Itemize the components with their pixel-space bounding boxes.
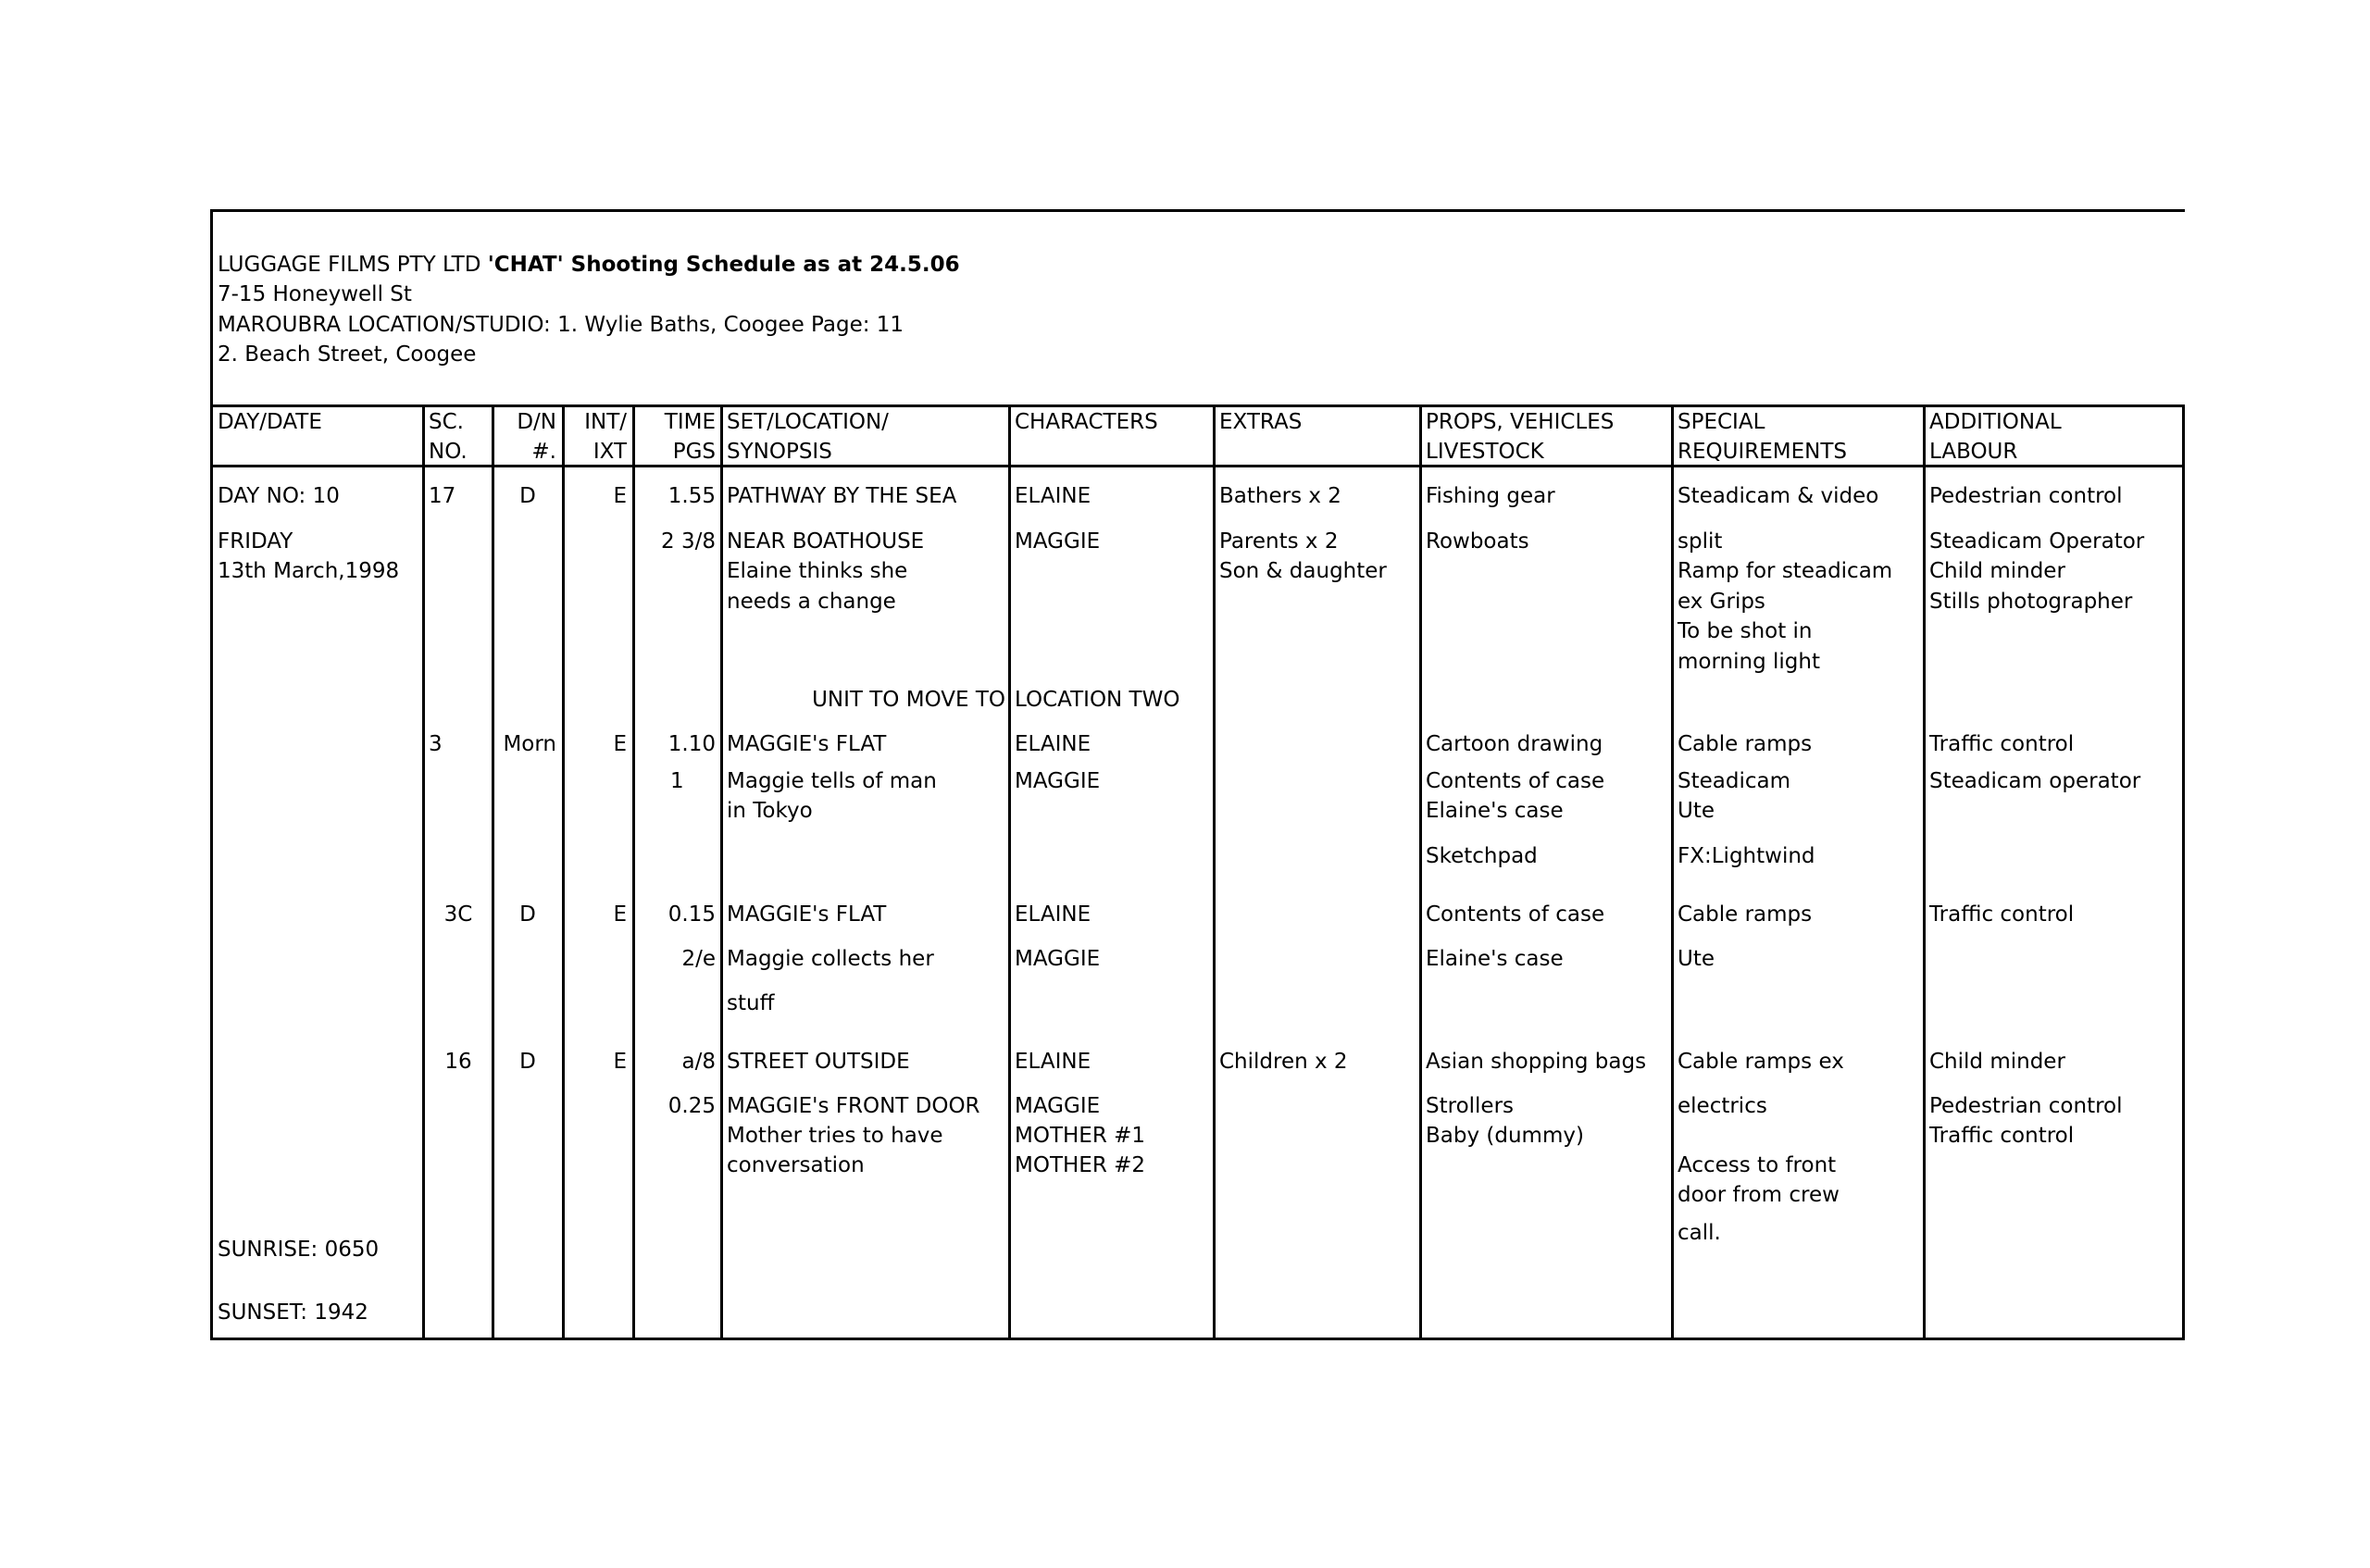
col-daydate: DAY/DATE [218,410,322,434]
special-req: split [1678,529,1723,554]
scene-number: 3C [443,902,473,927]
int-ext: E [613,732,627,756]
set-location: STREET OUTSIDE [727,1050,910,1074]
col-labour-1: ADDITIONAL [1929,410,2062,434]
unit-move-right: LOCATION TWO [1015,688,1180,712]
labour: Traffic control [1929,902,2075,927]
set-location: MAGGIE's FLAT [727,732,887,756]
int-ext: E [613,484,627,508]
col-sep [562,404,565,1340]
synopsis: Mother tries to have [727,1124,943,1148]
special-req: Cable ramps [1678,902,1813,927]
prop: Baby (dummy) [1426,1124,1584,1148]
scene-number: 17 [429,484,456,508]
special-req: call. [1678,1221,1721,1245]
schedule-title: 'CHAT' Shooting Schedule as at 24.5.06 [487,253,960,277]
special-req: FX:Lightwind [1678,844,1815,868]
col-dn-2: #. [531,440,556,464]
extras: Parents x 2 [1219,529,1339,554]
col-sep [1419,404,1422,1340]
company-name: LUGGAGE FILMS PTY LTD [218,253,481,277]
scene-pages: 2 3/8 [661,529,716,554]
unit-move-left: UNIT TO MOVE TO [812,688,1005,712]
labour: Stills photographer [1929,590,2133,614]
prop: Rowboats [1426,529,1529,554]
labour: Steadicam Operator [1929,529,2145,554]
character: ELAINE [1015,484,1091,508]
day-night: D [519,484,536,508]
scene-time: 0.15 [667,902,716,927]
col-characters: CHARACTERS [1015,410,1158,434]
prop: Contents of case [1426,902,1605,927]
col-sc-2: NO. [429,440,468,464]
right-border [2182,404,2185,1340]
sunrise: SUNRISE: 0650 [218,1238,380,1262]
character: ELAINE [1015,902,1091,927]
extras: Son & daughter [1219,559,1387,583]
bottom-rule [210,1338,2185,1340]
shooting-schedule [210,209,2185,1340]
col-set-1: SET/LOCATION/ [727,410,889,434]
prop: Fishing gear [1426,484,1555,508]
character: ELAINE [1015,1050,1091,1074]
weekday: FRIDAY [218,529,293,554]
scene-time: 1.55 [667,484,716,508]
labour: Traffic control [1929,732,2075,756]
synopsis: Maggie tells of man [727,769,937,793]
location-two: 2. Beach Street, Coogee [218,342,477,367]
special-req: Steadicam & video [1678,484,1879,508]
special-req: electrics [1678,1094,1767,1118]
synopsis: conversation [727,1153,865,1177]
prop: Sketchpad [1426,844,1538,868]
scene-number: 16 [444,1050,472,1074]
col-sep [1008,404,1011,1340]
sunset: SUNSET: 1942 [218,1300,368,1325]
set-location: PATHWAY BY THE SEA [727,484,957,508]
special-req: Ramp for steadicam [1678,559,1893,583]
special-req: Cable ramps [1678,732,1813,756]
scene-time: a/8 [681,1050,716,1074]
character: MAGGIE [1015,769,1101,793]
character: MAGGIE [1015,1094,1101,1118]
col-sc-1: SC. [429,410,464,434]
special-req: Ute [1678,947,1715,971]
col-special-2: REQUIREMENTS [1678,440,1847,464]
col-set-2: SYNOPSIS [727,440,832,464]
synopsis: stuff [727,991,775,1015]
location-line: MAROUBRA LOCATION/STUDIO: 1. Wylie Baths, Coogee Page: 11 [218,313,904,337]
col-sep [1213,404,1216,1340]
prop: Asian shopping bags [1426,1050,1647,1074]
labour: Traffic control [1929,1124,2075,1148]
set-location: NEAR BOATHOUSE [727,529,925,554]
day-night: Morn [503,732,556,756]
col-labour-2: LABOUR [1929,440,2018,464]
prop: Elaine's case [1426,947,1564,971]
special-req: Ute [1678,799,1715,823]
character: ELAINE [1015,732,1091,756]
col-special-1: SPECIAL [1678,410,1765,434]
col-props-2: LIVESTOCK [1426,440,1544,464]
col-time-1: TIME [664,410,716,434]
scene-time: 1.10 [667,732,716,756]
special-req: Cable ramps ex [1678,1050,1844,1074]
top-rule [210,209,2185,212]
special-req: Steadicam [1678,769,1790,793]
col-time-2: PGS [672,440,716,464]
labour: Pedestrian control [1929,1094,2123,1118]
scene-pages: 0.25 [667,1094,716,1118]
special-req: door from crew [1678,1183,1840,1207]
col-props-1: PROPS, VEHICLES [1426,410,1615,434]
address: 7-15 Honeywell St [218,282,412,306]
int-ext: E [613,1050,627,1074]
special-req: To be shot in [1678,619,1813,643]
left-border [210,209,213,1340]
labour: Steadicam operator [1929,769,2141,793]
day-night: D [519,902,536,927]
character: MAGGIE [1015,529,1101,554]
prop: Cartoon drawing [1426,732,1603,756]
special-req: morning light [1678,650,1820,674]
scene-pages: 1 [670,769,684,793]
character: MOTHER #2 [1015,1153,1146,1177]
col-int-2: IXT [592,440,627,464]
col-sep [1923,404,1926,1340]
header-line-1 [218,250,960,280]
special-req: Access to front [1678,1153,1837,1177]
labour: Child minder [1929,1050,2065,1074]
col-int-1: INT/ [584,410,627,434]
special-req: ex Grips [1678,590,1765,614]
character: MAGGIE [1015,947,1101,971]
day-number: DAY NO: 10 [218,484,340,508]
col-sep [1671,404,1674,1340]
extras: Children x 2 [1219,1050,1348,1074]
col-sep [492,404,494,1340]
set-location: MAGGIE's FLAT [727,902,887,927]
synopsis: in Tokyo [727,799,813,823]
col-dn-1: D/N [517,410,556,434]
labour: Child minder [1929,559,2065,583]
col-extras: EXTRAS [1219,410,1303,434]
prop: Elaine's case [1426,799,1564,823]
scene-number: 3 [429,732,443,756]
set-location: MAGGIE's FRONT DOOR [727,1094,980,1118]
day-night: D [519,1050,536,1074]
synopsis: Elaine thinks she [727,559,908,583]
prop: Strollers [1426,1094,1515,1118]
col-sep [720,404,723,1340]
int-ext: E [613,902,627,927]
col-sep [422,404,425,1340]
shoot-date: 13th March,1998 [218,559,400,583]
labour: Pedestrian control [1929,484,2123,508]
prop: Contents of case [1426,769,1605,793]
synopsis: Maggie collects her [727,947,934,971]
extras: Bathers x 2 [1219,484,1341,508]
scene-pages: 2/e [681,947,716,971]
synopsis: needs a change [727,590,896,614]
character: MOTHER #1 [1015,1124,1146,1148]
